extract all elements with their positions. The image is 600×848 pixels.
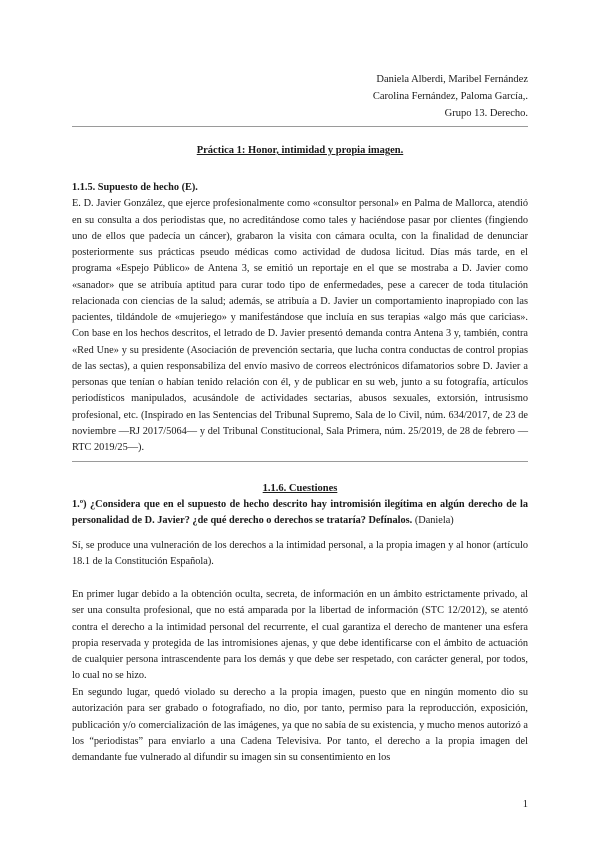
practice-title: Práctica 1: Honor, intimidad y propia imagen. (196, 145, 404, 156)
section-115-heading: 1.1.5. Supuesto de hecho (E). (72, 182, 198, 193)
author-block (208, 71, 528, 123)
group-line: Grupo 13. Derecho. (444, 108, 528, 120)
answer-paragraph-2: En primer lugar debido a la obtención oculta, secreta, de información en un ámbito estrictamente privado, al ser una consulta profesional, que no está amparada por la libertad de información (STC 12/2012), se atentó contra el derecho a la intimidad personal del recurrente, el cual garantiza el derecho de mantener una esfera propia reservada y protegida de las intromisiones ajenas, y que debe identificarse con el ámbito de actuación de cualquier persona intrascendente para los demás y que debe ser respetado, con carácter general, por todos, lo cual no se hizo. (72, 589, 528, 682)
answer-paragraph-3: En segundo lugar, quedó violado su derecho a la propia imagen, puesto que en ningún momento dio su autorización para ser grabado o fotografiado, no dio, por tanto, permiso para la reproducción, exposición, publicación y/o comercialización de las imágenes, ya que no sabía de su existencia, y mucho menos autorizó a los “periodistas” para enviarlo a una Cadena Televisiva. Por tanto, el derecho a la propia imagen del demandante fue vulnerado al difundir su imagen sin su consentimiento en los (72, 687, 528, 763)
question-1-text: 1.º) ¿Considera que en el supuesto de hecho descrito hay intromisión ilegítima en algún derecho de la personalidad de D. Javier? ¿de qué derecho o derechos se trataría? Defínalos. (72, 499, 528, 527)
answer-paragraph-1: Sí, se produce una vulneración de los derechos a la intimidad personal, a la propia imagen y al honor (artículo 18.1 de la Constitución Española). (72, 540, 528, 568)
section-116-heading: 1.1.6. Cuestiones (262, 483, 338, 494)
section-115 (72, 180, 528, 456)
question-1-author: (Daniela) (412, 515, 454, 527)
middle-divider (72, 461, 528, 462)
page-number: 1 (522, 799, 528, 810)
top-divider (72, 126, 528, 127)
authors-line-2: Carolina Fernández, Paloma García,. (372, 91, 528, 103)
authors-line-1: Daniela Alberdi, Maribel Fernández (376, 74, 528, 85)
section-115-text: E. D. Javier González, que ejerce profesionalmente como «consultor personal» en Palma de Mallorca, atendió en su consulta a dos periodistas que, no acreditándose como tales y haciéndose pasar por clientes (fingiendo uno de ellos que padecía un cáncer), grabaron la visita con cámara oculta, con la finalidad de denunciar posteriormente sus prácticas pseudo médicas como actividad de dudosa licitud. Días más tarde, en el programa «Espejo Público» de Antena 3, se emitió un reportaje en el que se mostraba a D. Javier como «sanador» que se atribuía aptitud para curar todo tipo de enfermedades, pese a carecer de toda titulación relacionada con ciencias de la salud; además, se atribuía a D. Javier un comportamiento inapropiado con las pacientes, tildándole de «mujeriego» y manifestándose que incluía en sus terapias «algo más que caricias». Con base en los hechos descritos, el letrado de D. Javier presentó demanda contra Antena 3 y, también, contra «Red Une» y su presidente (Asociación de prevención sectaria, que lucha contra conductas de control propias de las sectas), a quien responsabiliza del envío masivo de correos electrónicos difamatorios sobre D. Javier a personas que tenían o habían tenido relación con él, y de publicar en su web, junto a su fotografía, artículos periodísticos manipulados, acusándole de actividades sectarias, abusos sexuales, extorsión, intrusismo profesional, etc. (Inspirado en las Sentencias del Tribunal Supremo, Sala de lo Civil, núm. 634/2017, de 23 de noviembre —RJ 2017/5064— y del Tribunal Constitucional, Sala Primera, núm. 25/2019, de 28 de febrero —RTC 2019/25—). (72, 198, 528, 453)
question-1 (72, 497, 528, 530)
